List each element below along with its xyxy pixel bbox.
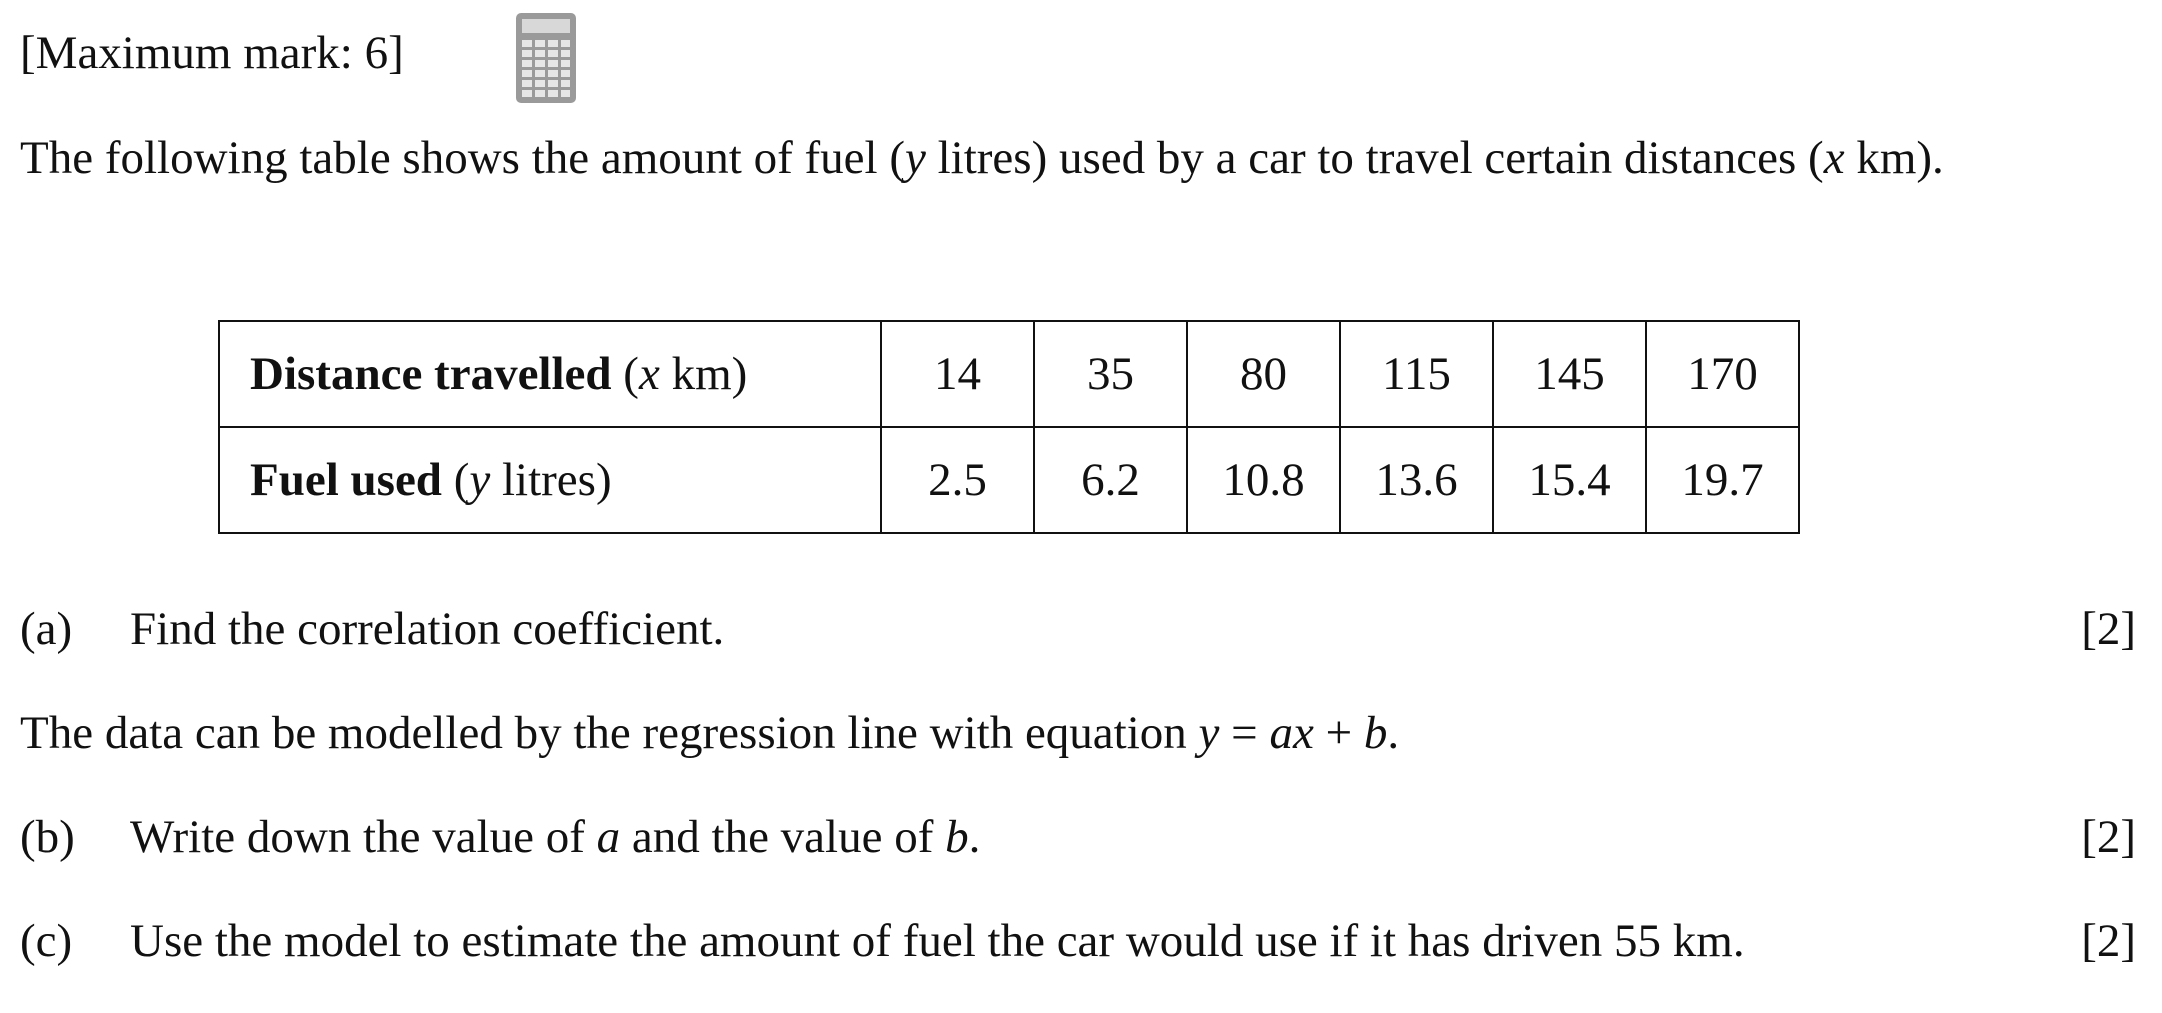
row-label-var: y: [469, 454, 491, 506]
table-cell: 19.7: [1646, 427, 1799, 533]
row-label-bold: Distance travelled: [250, 348, 612, 400]
intro-text-3: km).: [1844, 132, 1944, 184]
row-label-unit: km): [659, 348, 748, 400]
table-cell: 170: [1646, 321, 1799, 427]
table-row-distance: [219, 321, 1799, 427]
question-b-mark: [2]: [2081, 811, 2136, 863]
model-text: The data can be modelled by the regression line with equation: [20, 707, 1199, 759]
equation-equals: =: [1219, 707, 1270, 759]
table-cell: 13.6: [1340, 427, 1493, 533]
table-cell: 115: [1340, 321, 1493, 427]
row-label-unit: litres): [490, 454, 612, 506]
question-b-text-2: and the value of: [620, 811, 946, 863]
maximum-mark-label: [Maximum mark: 6]: [20, 27, 404, 79]
question-c-mark: [2]: [2081, 915, 2136, 967]
question-b-letter: (b): [20, 811, 75, 863]
row-label-open: (: [441, 454, 470, 506]
table-row-fuel: [219, 427, 1799, 533]
model-statement: [20, 706, 1399, 760]
table-cell: 14: [881, 321, 1034, 427]
row-label-var: x: [638, 348, 660, 400]
question-intro: [20, 128, 2100, 188]
question-b-var-a: a: [596, 811, 621, 863]
equation-b: b: [1363, 707, 1388, 759]
table-cell: 10.8: [1187, 427, 1340, 533]
intro-var-y: y: [904, 132, 926, 184]
intro-text-2: litres) used by a car to travel certain distances (: [925, 132, 1824, 184]
question-b-var-b: b: [945, 811, 969, 863]
intro-text-1: The following table shows the amount of fuel (: [20, 132, 905, 184]
table-cell: 15.4: [1493, 427, 1646, 533]
table-cell: 2.5: [881, 427, 1034, 533]
equation-plus: +: [1313, 707, 1364, 759]
table-cell: 6.2: [1034, 427, 1187, 533]
data-table: [218, 320, 1800, 534]
question-a-letter: (a): [20, 603, 73, 655]
row-label-bold: Fuel used: [250, 454, 442, 506]
question-b-text: [130, 810, 980, 864]
row-header-distance: [219, 321, 881, 427]
row-label-open: (: [611, 348, 639, 400]
table-cell: 35: [1034, 321, 1187, 427]
intro-var-x: x: [1823, 132, 1845, 184]
calculator-icon: [515, 12, 577, 104]
table-cell: 80: [1187, 321, 1340, 427]
question-a-mark: [2]: [2081, 603, 2136, 655]
question-b-text-1: Write down the value of: [130, 811, 597, 863]
model-end: .: [1387, 707, 1400, 759]
question-a-text: Find the correlation coefficient.: [130, 603, 725, 655]
question-c-text: Use the model to estimate the amount of fuel the car would use if it has driven 55 km.: [130, 915, 1745, 967]
equation-y: y: [1198, 707, 1220, 759]
question-c-letter: (c): [20, 915, 73, 967]
table-cell: 145: [1493, 321, 1646, 427]
row-header-fuel: [219, 427, 881, 533]
equation-ax: ax: [1269, 707, 1314, 759]
question-b-text-3: .: [968, 811, 981, 863]
